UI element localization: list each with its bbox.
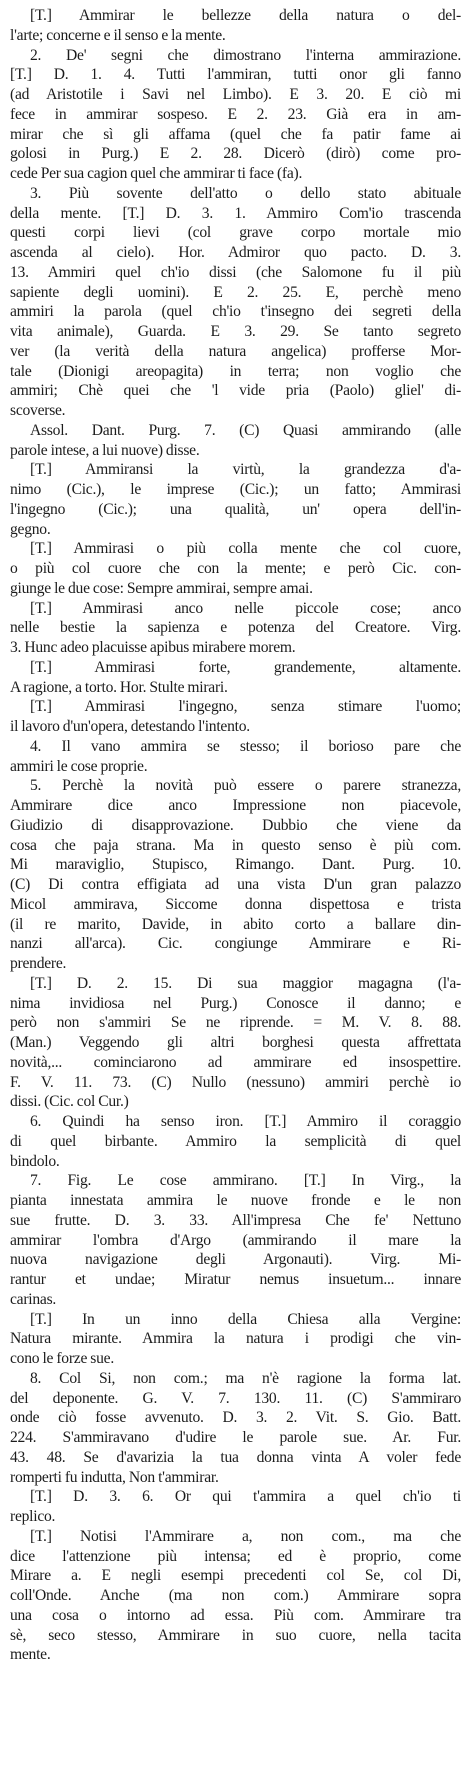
text-line: romperti fu indutta, Non t'ammirar.: [10, 1468, 219, 1486]
text-line: pianta innestata ammira le nuove fronde e le non: [10, 1192, 461, 1209]
text-line: però non s'ammiri Se ne riprende. = M. V. 8. 88.: [10, 1014, 461, 1032]
text-line: cede Per sua cagion quel che ammirar ti face (fa).: [10, 165, 303, 182]
text-line: tale (Dionigi areopagita) in terra; non voglio che: [10, 362, 461, 380]
text-line: 5. Perchè la novità può essere o parere stranezza,: [30, 777, 461, 795]
text-line: F. V. 11. 73. (C) Nullo (nessuno) ammiri perchè io: [10, 1073, 461, 1091]
text-line: giunge le due cose: Sempre ammirai, sempre amai.: [10, 579, 313, 597]
text-line: [T.] Ammirasi o più colla mente che col cuore,: [30, 540, 461, 558]
text-line: sapiente degli uomini). E 2. 25. E, perchè meno: [10, 283, 461, 301]
text-line: 224. S'ammiravano d'udire le parole sue. Ar. Fur.: [10, 1429, 461, 1446]
text-line: ammiri la parola (quel ch'io t'insegno dei segreti della: [10, 303, 461, 321]
text-line: sè, seco stesso, Ammirare in suo cuore, nella tacita: [10, 1626, 461, 1644]
text-line: [T.] Notisi l'Ammirare a, non com., ma che: [30, 1527, 461, 1545]
text-line: 13. Ammiri quel ch'io dissi (che Salomone fu il più: [10, 263, 461, 281]
text-line: ascenda al cielo). Hor. Admiror quo pacto. D. 3.: [10, 244, 461, 261]
text-line: [T.] Ammirasi l'ingegno, senza stimare l'uomo;: [30, 698, 461, 716]
text-line: [T.] In un inno della Chiesa alla Vergine:: [30, 1310, 461, 1328]
text-line: nelle bestie la sapienza e potenza del Creatore. Virg.: [10, 619, 461, 637]
text-line: ammirar l'ombra d'Argo (ammirando il mare la: [10, 1231, 461, 1249]
text-line: golosi in Purg.) E 2. 28. Dicerò (dirò) come pro-: [10, 145, 461, 163]
text-line: 2. De' segni che dimostrano l'interna ammirazione.: [30, 46, 461, 64]
text-line: coll'Onde. Anche (ma non com.) Ammirare sopra: [10, 1587, 461, 1604]
text-line: nuova navigazione degli Argonauti). Virg. Mi-: [10, 1251, 461, 1269]
text-line: l'ingegno (Cic.); una qualità, un' opera dell'in-: [10, 500, 461, 518]
text-line: il lavoro d'un'opera, detestando l'intento.: [10, 718, 250, 735]
text-line: A ragione, a torto. Hor. Stulte mirari.: [10, 678, 228, 696]
text-line: [T.] Ammiransi la virtù, la grandezza d'a-: [30, 461, 461, 479]
text-line: prendere.: [10, 955, 67, 972]
text-line: Giudizio di disapprovazione. Dubbio che viene da: [10, 816, 461, 834]
text-line: 8. Col Si, non com.; ma n'è ragione la forma lat.: [30, 1369, 461, 1387]
text-line: sue frutte. D. 3. 33. All'impresa Che fe' Nettuno: [10, 1211, 461, 1229]
text-line: [T.] Ammirasi anco nelle piccole cose; anco: [30, 599, 461, 617]
text-line: Mi maraviglio, Stupisco, Rimango. Dant. Purg. 10.: [10, 856, 461, 874]
text-line: Assol. Dant. Purg. 7. (C) Quasi ammirando (alle: [30, 421, 461, 439]
text-line: Natura mirante. Ammira la natura i prodigi che vin-: [10, 1330, 461, 1348]
text-line: cono le forze sue.: [10, 1350, 114, 1367]
text-line: scoverse.: [10, 402, 66, 419]
text-line: dice l'attenzione più intensa; ed è proprio, come: [10, 1547, 461, 1565]
text-line: [T.] Ammirar le bellezze della natura o del-: [30, 7, 461, 24]
text-line: replico.: [10, 1508, 56, 1525]
text-line: 3. Più sovente dell'atto o dello stato abituale: [30, 184, 461, 202]
text-line: (ad Aristotile i Savi nel Limbo). E 3. 20. E ciò mi: [10, 86, 461, 103]
text-line: mirar che sì gli affama (quel che fa patir fame ai: [10, 125, 461, 143]
text-line: 7. Fig. Le cose ammirano. [T.] In Virg., la: [30, 1172, 461, 1190]
text-line: rantur et undae; Miratur nemus insuetum... innare: [10, 1271, 461, 1288]
text-line: parole intese, a lui nuove) disse.: [10, 441, 200, 459]
text-line: ver (la verità della natura angelica) profferse Mor-: [10, 342, 461, 360]
text-line: 4. Il vano ammira se stesso; il borioso pare che: [30, 737, 461, 755]
text-line: nimo (Cic.), le imprese (Cic.); un fatto; Ammirasi: [10, 481, 461, 498]
text-line: carinas.: [10, 1290, 57, 1308]
text-line: 3. Hunc adeo placuisse apibus mirabere morem.: [10, 639, 296, 656]
text-line: della mente. [T.] D. 3. 1. Ammiro Com'io trascenda: [10, 204, 461, 222]
text-line: bindolo.: [10, 1152, 60, 1170]
text-line: l'arte; concerne e il senso e la mente.: [10, 26, 226, 44]
text-line: gegno.: [10, 520, 51, 538]
text-line: questi corpi lievi (col grave corpo mortale mio: [10, 224, 461, 242]
text-line: o più col cuore che con la mente; e però Cic. con-: [10, 560, 461, 577]
text-line: [T.] D. 3. 6. Or qui t'ammira a quel ch'io ti: [30, 1488, 461, 1506]
text-line: (Man.) Veggendo gli altri borghesi questa affrettata: [10, 1034, 461, 1051]
text-line: novità,... cominciarono ad ammirare ed insospettire.: [10, 1053, 461, 1071]
text-line: una cosa o intorno ad essa. Più com. Ammirare tra: [10, 1606, 461, 1624]
text-line: [T.] D. 1. 4. Tutti l'ammiran, tutti onor gli fanno: [10, 66, 461, 84]
text-line: (C) Di contra effigiata ad una vista D'un gran palazzo: [10, 876, 461, 893]
text-line: Micol ammirava, Siccome donna dispettosa e trista: [10, 895, 461, 913]
text-line: del deponente. G. V. 7. 130. 11. (C) S'ammiraro: [10, 1389, 461, 1407]
text-line: vita animale), Guarda. E 3. 29. Se tanto segreto: [10, 323, 461, 340]
text-line: [T.] Ammirasi forte, grandemente, altamente.: [30, 658, 461, 676]
text-line: 43. 48. Se d'avarizia la tua donna vinta A voler fede: [10, 1448, 461, 1466]
text-line: nima invidiosa nel Purg.) Conosce il danno; e: [10, 994, 461, 1012]
text-line: cosa che paja strana. Ma in questo senso è più com.: [10, 836, 461, 854]
text-line: (il re marito, Davide, in abito corto a ballare din-: [10, 915, 461, 933]
text-line: di quel birbante. Ammiro la semplicità di quel: [10, 1132, 461, 1150]
text-line: mente.: [10, 1646, 51, 1664]
text-line: Ammirare dice anco Impressione non piacevole,: [10, 797, 461, 814]
text-line: [T.] D. 2. 15. Di sua maggior magagna (l'a-: [30, 974, 461, 992]
text-line: Mirare a. E negli esempi precedenti col Se, col Di,: [10, 1567, 461, 1585]
text-line: ammiri; Chè quei che 'l vide pria (Paolo) gliel' di-: [10, 382, 461, 400]
text-line: ammiri le cose proprie.: [10, 757, 148, 775]
text-line: dissi. (Cic. col Cur.): [10, 1093, 129, 1111]
text-line: fece in ammirar sospeso. E 2. 23. Già era in am-: [10, 105, 461, 123]
text-line: onde ciò fosse avvenuto. D. 3. 2. Vit. S. Gio. Batt.: [10, 1409, 461, 1427]
text-line: 6. Quindi ha senso iron. [T.] Ammiro il coraggio: [30, 1113, 461, 1130]
text-line: nanzi all'arca). Cic. congiunge Ammirare e Ri-: [10, 935, 461, 953]
